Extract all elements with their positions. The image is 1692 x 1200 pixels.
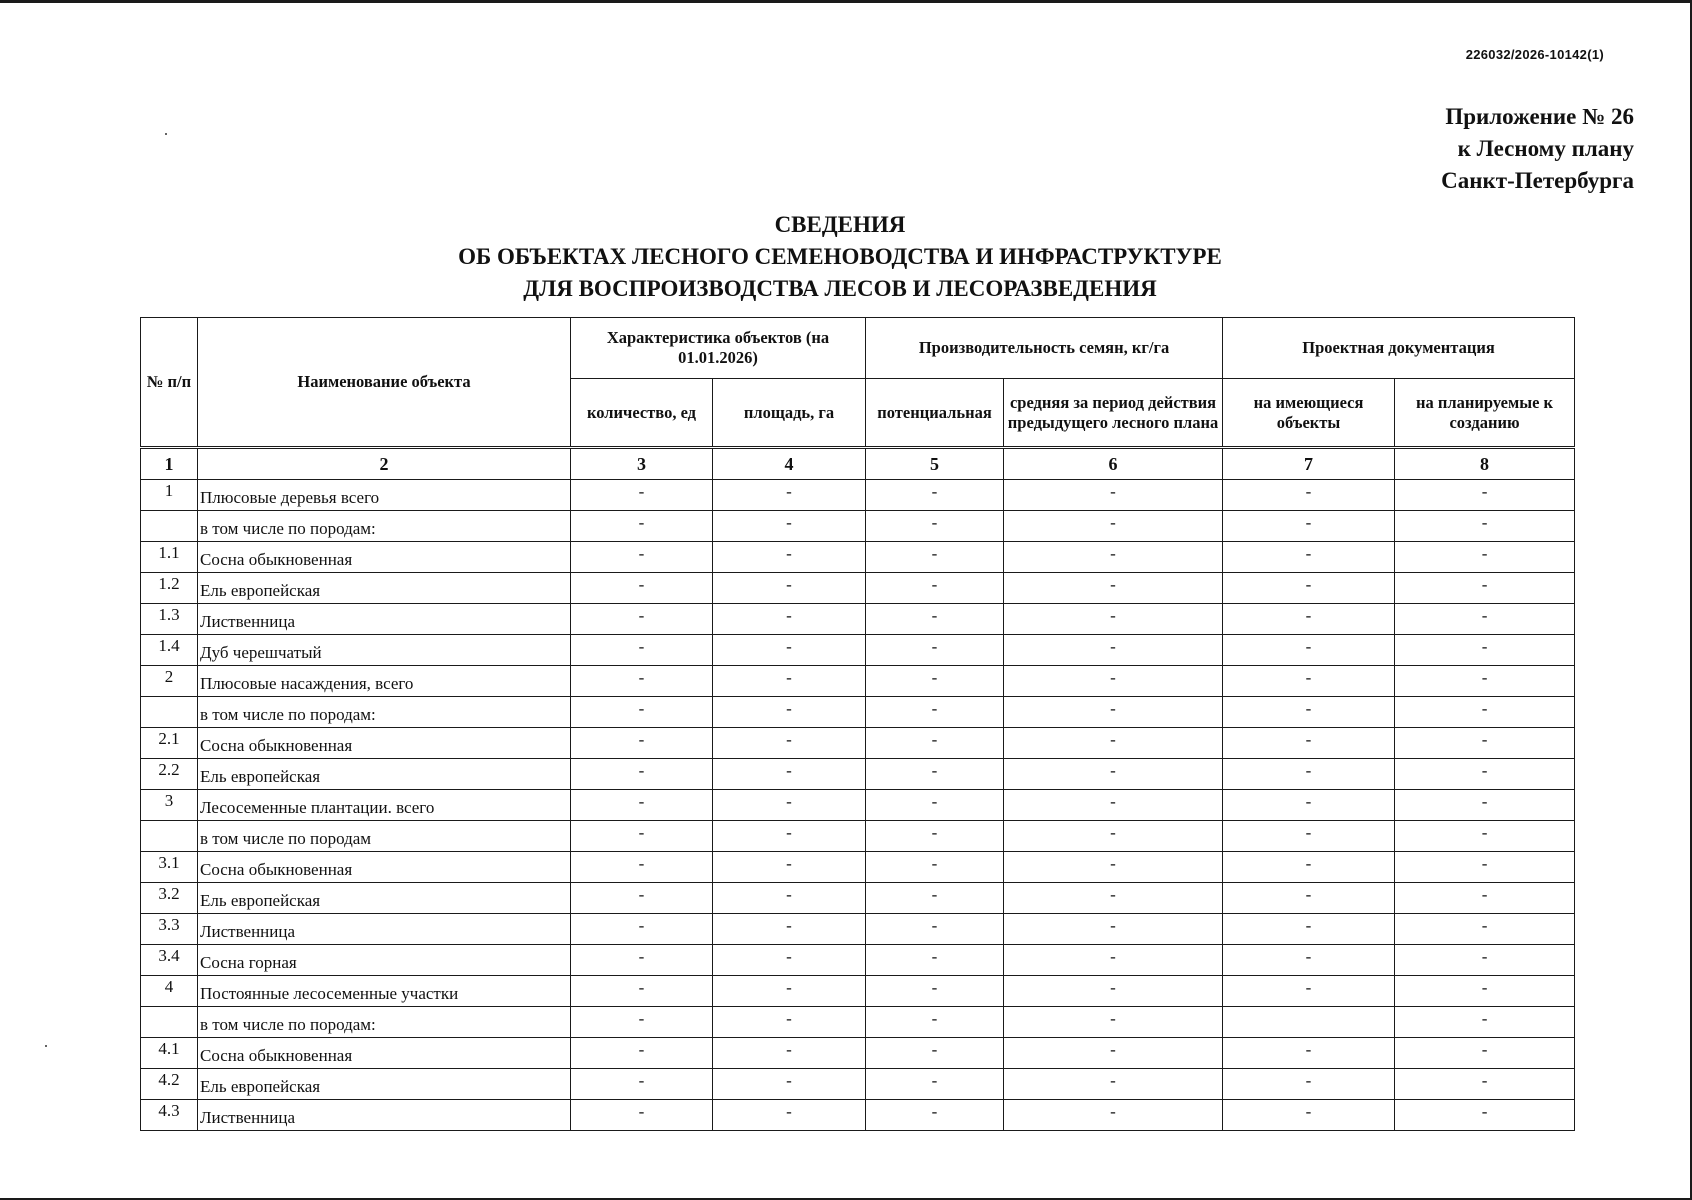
header-num: № п/п — [141, 318, 198, 448]
row-number: 1.2 — [141, 573, 198, 604]
table-row — [141, 1100, 1575, 1131]
title-line-3: ДЛЯ ВОСПРОИЗВОДСТВА ЛЕСОВ И ЛЕСОРАЗВЕДЕНИЯ — [523, 276, 1157, 301]
document-title — [340, 209, 1340, 305]
value-cell: - — [571, 573, 713, 604]
object-name: Лиственница — [198, 914, 571, 945]
title-line-1: СВЕДЕНИЯ — [774, 212, 906, 237]
row-number: 1 — [141, 480, 198, 511]
value-cell: - — [713, 914, 866, 945]
value-cell: - — [713, 976, 866, 1007]
value-cell: - — [1395, 852, 1575, 883]
value-cell: - — [1395, 511, 1575, 542]
appendix-line-3: Санкт-Петербурга — [1441, 168, 1634, 193]
value-cell: - — [866, 604, 1004, 635]
table-row — [141, 945, 1575, 976]
value-cell: - — [1004, 883, 1223, 914]
value-cell: - — [571, 697, 713, 728]
table-row — [141, 573, 1575, 604]
value-cell: - — [1223, 976, 1395, 1007]
value-cell: - — [1395, 573, 1575, 604]
column-number: 7 — [1223, 448, 1395, 480]
value-cell: - — [866, 883, 1004, 914]
value-cell: - — [866, 542, 1004, 573]
value-cell: - — [571, 790, 713, 821]
row-number — [141, 511, 198, 542]
header-planned: на планируемые к созданию — [1395, 379, 1575, 448]
row-number: 4.3 — [141, 1100, 198, 1131]
object-name: Плюсовые деревья всего — [198, 480, 571, 511]
value-cell: - — [713, 728, 866, 759]
object-name: Ель европейская — [198, 759, 571, 790]
value-cell: - — [571, 945, 713, 976]
column-number: 6 — [1004, 448, 1223, 480]
table-row — [141, 976, 1575, 1007]
value-cell: - — [1395, 1100, 1575, 1131]
value-cell: - — [571, 511, 713, 542]
value-cell: - — [713, 1100, 866, 1131]
document-number: 226032/2026-10142(1) — [1465, 47, 1604, 62]
table-row — [141, 883, 1575, 914]
value-cell: - — [1395, 1069, 1575, 1100]
table-row — [141, 542, 1575, 573]
table-row — [141, 635, 1575, 666]
value-cell: - — [1004, 852, 1223, 883]
value-cell: - — [713, 697, 866, 728]
row-number: 3.4 — [141, 945, 198, 976]
header-count: количество, ед — [571, 379, 713, 448]
table-row — [141, 480, 1575, 511]
table-row — [141, 604, 1575, 635]
value-cell: - — [713, 790, 866, 821]
value-cell: - — [713, 1069, 866, 1100]
value-cell: - — [1004, 480, 1223, 511]
table-row — [141, 914, 1575, 945]
value-cell: - — [1223, 728, 1395, 759]
table-row — [141, 728, 1575, 759]
object-name: Сосна горная — [198, 945, 571, 976]
object-name: Ель европейская — [198, 1069, 571, 1100]
object-name: Дуб черешчатый — [198, 635, 571, 666]
value-cell: - — [1395, 1038, 1575, 1069]
row-number — [141, 697, 198, 728]
value-cell: - — [866, 852, 1004, 883]
object-name: Сосна обыкновенная — [198, 542, 571, 573]
value-cell: - — [713, 511, 866, 542]
row-number: 2.2 — [141, 759, 198, 790]
value-cell: - — [866, 914, 1004, 945]
table-body — [141, 448, 1575, 1131]
appendix-line-1: Приложение № 26 — [1445, 104, 1634, 129]
value-cell: - — [1223, 480, 1395, 511]
value-cell: - — [1004, 697, 1223, 728]
value-cell: - — [713, 1007, 866, 1038]
table-row — [141, 666, 1575, 697]
value-cell: - — [1004, 1100, 1223, 1131]
header-area: площадь, га — [713, 379, 866, 448]
value-cell: - — [1223, 697, 1395, 728]
value-cell: - — [571, 883, 713, 914]
value-cell: - — [713, 542, 866, 573]
table-row — [141, 759, 1575, 790]
table-row — [141, 821, 1575, 852]
row-number: 3.3 — [141, 914, 198, 945]
value-cell: - — [1223, 852, 1395, 883]
object-name: Лиственница — [198, 1100, 571, 1131]
value-cell: - — [1004, 542, 1223, 573]
object-name: Сосна обыкновенная — [198, 1038, 571, 1069]
value-cell: - — [1004, 945, 1223, 976]
column-number: 4 — [713, 448, 866, 480]
value-cell: - — [866, 635, 1004, 666]
object-name: Постоянные лесосеменные участки — [198, 976, 571, 1007]
value-cell: - — [571, 728, 713, 759]
value-cell: - — [1004, 821, 1223, 852]
object-name: Сосна обыкновенная — [198, 852, 571, 883]
value-cell: - — [1223, 511, 1395, 542]
value-cell: - — [1223, 1100, 1395, 1131]
object-name: Лиственница — [198, 604, 571, 635]
table-row — [141, 1038, 1575, 1069]
value-cell: - — [571, 976, 713, 1007]
value-cell: - — [1395, 635, 1575, 666]
appendix-line-2: к Лесному плану — [1457, 136, 1634, 161]
row-number: 3.1 — [141, 852, 198, 883]
table-row — [141, 790, 1575, 821]
value-cell: - — [1004, 573, 1223, 604]
row-number: 4.1 — [141, 1038, 198, 1069]
header-potential: потенциальная — [866, 379, 1004, 448]
value-cell: - — [1223, 1069, 1395, 1100]
value-cell: - — [1004, 635, 1223, 666]
value-cell: - — [1223, 542, 1395, 573]
appendix-caption — [1441, 101, 1634, 197]
value-cell: - — [713, 759, 866, 790]
column-number: 5 — [866, 448, 1004, 480]
value-cell: - — [1395, 697, 1575, 728]
value-cell: - — [1395, 759, 1575, 790]
table-row — [141, 697, 1575, 728]
column-number: 3 — [571, 448, 713, 480]
value-cell: - — [1004, 1038, 1223, 1069]
value-cell: - — [866, 511, 1004, 542]
value-cell: - — [866, 728, 1004, 759]
value-cell: - — [866, 1100, 1004, 1131]
value-cell: - — [713, 604, 866, 635]
value-cell: - — [1223, 945, 1395, 976]
object-name: Плюсовые насаждения, всего — [198, 666, 571, 697]
column-number-row — [141, 448, 1575, 480]
value-cell: - — [571, 852, 713, 883]
value-cell: - — [866, 976, 1004, 1007]
value-cell: - — [1395, 945, 1575, 976]
value-cell: - — [571, 1007, 713, 1038]
row-number: 4 — [141, 976, 198, 1007]
value-cell: - — [866, 480, 1004, 511]
row-number: 3.2 — [141, 883, 198, 914]
object-name: в том числе по породам: — [198, 1007, 571, 1038]
value-cell — [1223, 1007, 1395, 1038]
row-number: 1.4 — [141, 635, 198, 666]
value-cell: - — [713, 852, 866, 883]
table-row — [141, 1069, 1575, 1100]
scan-speck — [45, 1045, 47, 1047]
value-cell: - — [1395, 976, 1575, 1007]
object-name: Ель европейская — [198, 883, 571, 914]
value-cell: - — [1223, 883, 1395, 914]
object-name: Сосна обыкновенная — [198, 728, 571, 759]
value-cell: - — [1223, 604, 1395, 635]
header-existing: на имеющиеся объекты — [1223, 379, 1395, 448]
value-cell: - — [571, 914, 713, 945]
table-row — [141, 1007, 1575, 1038]
header-name: Наименование объекта — [198, 318, 571, 448]
column-number: 8 — [1395, 448, 1575, 480]
value-cell: - — [713, 635, 866, 666]
value-cell: - — [713, 573, 866, 604]
row-number: 2 — [141, 666, 198, 697]
value-cell: - — [713, 1038, 866, 1069]
value-cell: - — [1395, 790, 1575, 821]
header-group-productivity: Производительность семян, кг/га — [866, 318, 1223, 379]
value-cell: - — [866, 821, 1004, 852]
value-cell: - — [1223, 914, 1395, 945]
scan-speck — [165, 133, 167, 135]
value-cell: - — [1004, 976, 1223, 1007]
header-group-project-docs: Проектная документация — [1223, 318, 1575, 379]
value-cell: - — [1223, 759, 1395, 790]
value-cell: - — [1223, 666, 1395, 697]
value-cell: - — [866, 790, 1004, 821]
value-cell: - — [1004, 914, 1223, 945]
value-cell: - — [713, 883, 866, 914]
value-cell: - — [1395, 542, 1575, 573]
column-number: 2 — [198, 448, 571, 480]
title-line-2: ОБ ОБЪЕКТАХ ЛЕСНОГО СЕМЕНОВОДСТВА И ИНФРАСТРУКТУРЕ — [458, 244, 1222, 269]
value-cell: - — [866, 697, 1004, 728]
header-group-characteristics: Характеристика объектов (на 01.01.2026) — [571, 318, 866, 379]
value-cell: - — [713, 821, 866, 852]
value-cell: - — [1395, 883, 1575, 914]
object-name: Лесосеменные плантации. всего — [198, 790, 571, 821]
value-cell: - — [866, 759, 1004, 790]
value-cell: - — [571, 1069, 713, 1100]
value-cell: - — [866, 945, 1004, 976]
object-name: в том числе по породам: — [198, 697, 571, 728]
value-cell: - — [866, 1038, 1004, 1069]
header-average: средняя за период действия предыдущего лесного плана — [1004, 379, 1223, 448]
table-row — [141, 511, 1575, 542]
row-number: 1.1 — [141, 542, 198, 573]
value-cell: - — [571, 1038, 713, 1069]
value-cell: - — [1395, 821, 1575, 852]
value-cell: - — [1004, 728, 1223, 759]
row-number: 4.2 — [141, 1069, 198, 1100]
value-cell: - — [1395, 480, 1575, 511]
value-cell: - — [1004, 759, 1223, 790]
value-cell: - — [866, 1007, 1004, 1038]
row-number: 2.1 — [141, 728, 198, 759]
value-cell: - — [1004, 511, 1223, 542]
value-cell: - — [571, 821, 713, 852]
value-cell: - — [1004, 790, 1223, 821]
value-cell: - — [571, 542, 713, 573]
value-cell: - — [866, 1069, 1004, 1100]
value-cell: - — [713, 666, 866, 697]
value-cell: - — [1004, 666, 1223, 697]
row-number — [141, 821, 198, 852]
value-cell: - — [866, 573, 1004, 604]
value-cell: - — [1395, 728, 1575, 759]
row-number: 1.3 — [141, 604, 198, 635]
value-cell: - — [866, 666, 1004, 697]
value-cell: - — [571, 635, 713, 666]
value-cell: - — [1004, 1069, 1223, 1100]
value-cell: - — [1395, 1007, 1575, 1038]
value-cell: - — [713, 480, 866, 511]
value-cell: - — [571, 604, 713, 635]
value-cell: - — [571, 759, 713, 790]
table-row — [141, 852, 1575, 883]
value-cell: - — [1223, 573, 1395, 604]
value-cell: - — [1395, 604, 1575, 635]
value-cell: - — [1004, 1007, 1223, 1038]
value-cell: - — [1395, 914, 1575, 945]
value-cell: - — [1223, 790, 1395, 821]
value-cell: - — [713, 945, 866, 976]
value-cell: - — [1004, 604, 1223, 635]
value-cell: - — [1223, 1038, 1395, 1069]
row-number: 3 — [141, 790, 198, 821]
column-number: 1 — [141, 448, 198, 480]
value-cell: - — [571, 480, 713, 511]
object-name: в том числе по породам — [198, 821, 571, 852]
seed-objects-table — [140, 317, 1575, 1131]
row-number — [141, 1007, 198, 1038]
value-cell: - — [1395, 666, 1575, 697]
object-name: в том числе по породам: — [198, 511, 571, 542]
value-cell: - — [1223, 821, 1395, 852]
value-cell: - — [571, 666, 713, 697]
object-name: Ель европейская — [198, 573, 571, 604]
value-cell: - — [571, 1100, 713, 1131]
value-cell: - — [1223, 635, 1395, 666]
